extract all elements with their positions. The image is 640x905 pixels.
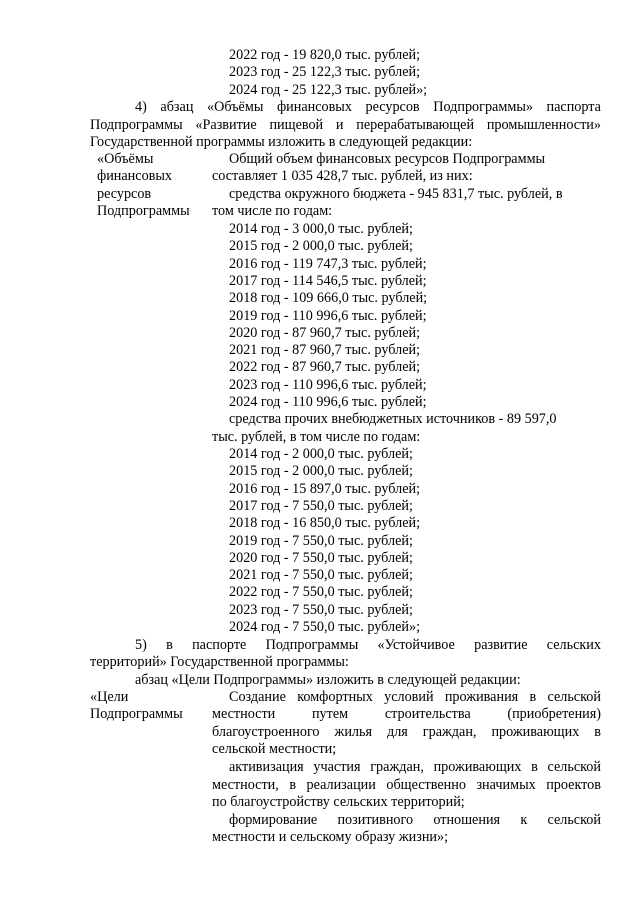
table1-label-line: ресурсов	[97, 185, 152, 202]
table1-total-line-1: Общий объем финансовых ресурсов Подпрограммы	[229, 151, 546, 167]
goal3-line-1	[229, 811, 601, 829]
budget-year-line: 2022 год - 19 820,0 тыс. рублей;	[229, 47, 421, 63]
word: и	[335, 117, 344, 133]
word: сельской	[547, 812, 601, 828]
goal2-line-1	[229, 758, 601, 776]
okrug-year-line: 2024 год - 110 996,6 тыс. рублей;	[229, 394, 427, 410]
goal2-line-2	[212, 776, 601, 794]
okrug-year-line: 2019 год - 110 996,6 тыс. рублей;	[229, 307, 427, 324]
other-year-line: 2017 год - 7 550,0 тыс. рублей;	[229, 497, 413, 514]
word: в	[594, 724, 601, 740]
table2-label-line: «Цели	[90, 689, 129, 705]
word: путем	[311, 706, 349, 722]
word: Подпрограммы	[90, 117, 183, 133]
other-year-line: 2015 год - 2 000,0 тыс. рублей;	[229, 463, 413, 480]
okrug-year-line: 2015 год - 2 000,0 тыс. рублей;	[229, 238, 413, 255]
word: «Устойчивое	[377, 637, 455, 653]
word: активизация	[229, 759, 304, 775]
okrug-year-line: 2021 год - 87 960,7 тыс. рублей;	[229, 342, 421, 359]
word: пищевой	[269, 117, 324, 133]
para4-line-2	[90, 116, 601, 134]
para5-line-3: абзац «Цели Подпрограммы» изложить в следующей редакции:	[135, 672, 521, 688]
word: паспорта	[546, 99, 601, 115]
table1-okrug-line-2: том числе по годам:	[212, 203, 333, 219]
word: строительства	[384, 706, 471, 722]
other-year-line: 2016 год - 15 897,0 тыс. рублей;	[229, 480, 421, 497]
word: 5)	[135, 637, 147, 653]
word: местности,	[212, 777, 279, 793]
goal1-line-3	[212, 723, 601, 741]
word: граждан,	[370, 759, 424, 775]
goal1-line-1	[229, 688, 601, 706]
table1-other-line-1: средства прочих внебюджетных источников - 89 597,0	[229, 411, 557, 427]
table1-okrug-line-1: средства окружного бюджета - 945 831,7 тыс. рублей, в	[229, 186, 563, 202]
other-year-line: 2021 год - 7 550,0 тыс. рублей;	[229, 567, 413, 584]
other-year-line: 2014 год - 2 000,0 тыс. рублей;	[229, 446, 413, 462]
word: участия	[313, 759, 361, 775]
word: комфортных	[297, 689, 373, 705]
word: 4)	[135, 99, 147, 115]
table2-label-line: Подпрограммы	[90, 706, 183, 723]
word: отношения	[433, 812, 501, 828]
word: Создание	[229, 689, 286, 705]
word: условий	[384, 689, 434, 705]
word: реализации	[306, 777, 376, 793]
okrug-year-line: 2022 год - 87 960,7 тыс. рублей;	[229, 359, 421, 376]
table1-label-line: финансовых	[97, 168, 172, 185]
other-year-line: 2024 год - 7 550,0 тыс. рублей»;	[229, 619, 421, 635]
word: к	[520, 812, 528, 828]
goal1-line-4: сельской местности;	[212, 741, 337, 757]
table1-total-line-2: составляет 1 035 428,7 тыс. рублей, из них:	[212, 168, 473, 184]
okrug-year-line: 2016 год - 119 747,3 тыс. рублей;	[229, 255, 427, 272]
okrug-year-line: 2017 год - 114 546,5 тыс. рублей;	[229, 272, 427, 289]
word: в	[531, 759, 538, 775]
word: развитие	[474, 637, 528, 653]
para5-line-1	[135, 636, 601, 654]
word: Подпрограммы»	[433, 99, 533, 115]
word: ресурсов	[365, 99, 420, 115]
goal1-line-2	[212, 705, 601, 723]
okrug-year-line: 2020 год - 87 960,7 тыс. рублей;	[229, 324, 421, 341]
word: промышленности»	[486, 117, 601, 133]
word: местности	[212, 706, 276, 722]
word: паспорте	[192, 637, 247, 653]
para4-line-3: Государственной программы изложить в следующей редакции:	[90, 134, 473, 150]
para5-line-2: территорий» Государственной программы:	[90, 654, 349, 670]
word: проектов	[546, 777, 601, 793]
word: формирование	[229, 812, 318, 828]
word: финансовых	[276, 99, 352, 115]
word: значимых	[476, 777, 536, 793]
table1-label-line: Подпрограммы	[97, 202, 190, 219]
table1-label-line: «Объёмы	[97, 151, 154, 167]
okrug-year-line: 2018 год - 109 666,0 тыс. рублей;	[229, 290, 428, 307]
word: в	[529, 689, 537, 705]
word: в	[166, 637, 173, 653]
word: проживающих	[491, 724, 580, 740]
word: жилья	[334, 724, 372, 740]
word: перерабатывающей	[356, 117, 475, 133]
okrug-year-line: 2023 год - 110 996,6 тыс. рублей;	[229, 376, 427, 393]
other-year-line: 2023 год - 7 550,0 тыс. рублей;	[229, 601, 413, 618]
word: в	[289, 777, 297, 793]
word: (приобретения)	[507, 706, 601, 722]
word: сельской	[547, 689, 601, 705]
para4-line-1	[135, 98, 601, 116]
other-year-line: 2018 год - 16 850,0 тыс. рублей;	[229, 515, 421, 532]
table1-other-line-2: тыс. рублей, в том числе по годам:	[212, 429, 421, 445]
word: благоустроенного	[212, 724, 320, 740]
word: проживания	[444, 689, 519, 705]
other-year-line: 2022 год - 7 550,0 тыс. рублей;	[229, 584, 413, 601]
other-year-line: 2019 год - 7 550,0 тыс. рублей;	[229, 532, 413, 549]
other-year-line: 2020 год - 7 550,0 тыс. рублей;	[229, 549, 413, 566]
word: позитивного	[337, 812, 414, 828]
word: «Объёмы	[207, 99, 264, 115]
budget-year-line: 2024 год - 25 122,3 тыс. рублей»;	[229, 81, 428, 98]
word: «Развитие	[195, 117, 257, 133]
goal3-line-2: местности и сельскому образу жизни»;	[212, 829, 449, 845]
word: граждан,	[422, 724, 477, 740]
word: сельских	[546, 637, 601, 653]
word: общественно	[386, 777, 466, 793]
word: Подпрограммы	[265, 637, 359, 653]
word: сельской	[547, 759, 601, 775]
word: для	[386, 724, 408, 740]
okrug-year-line: 2014 год - 3 000,0 тыс. рублей;	[229, 221, 413, 237]
budget-year-line: 2023 год - 25 122,3 тыс. рублей;	[229, 64, 421, 81]
goal2-line-3: по благоустройству сельских территорий;	[212, 794, 465, 810]
word: проживающих	[433, 759, 522, 775]
word: абзац	[160, 99, 194, 115]
